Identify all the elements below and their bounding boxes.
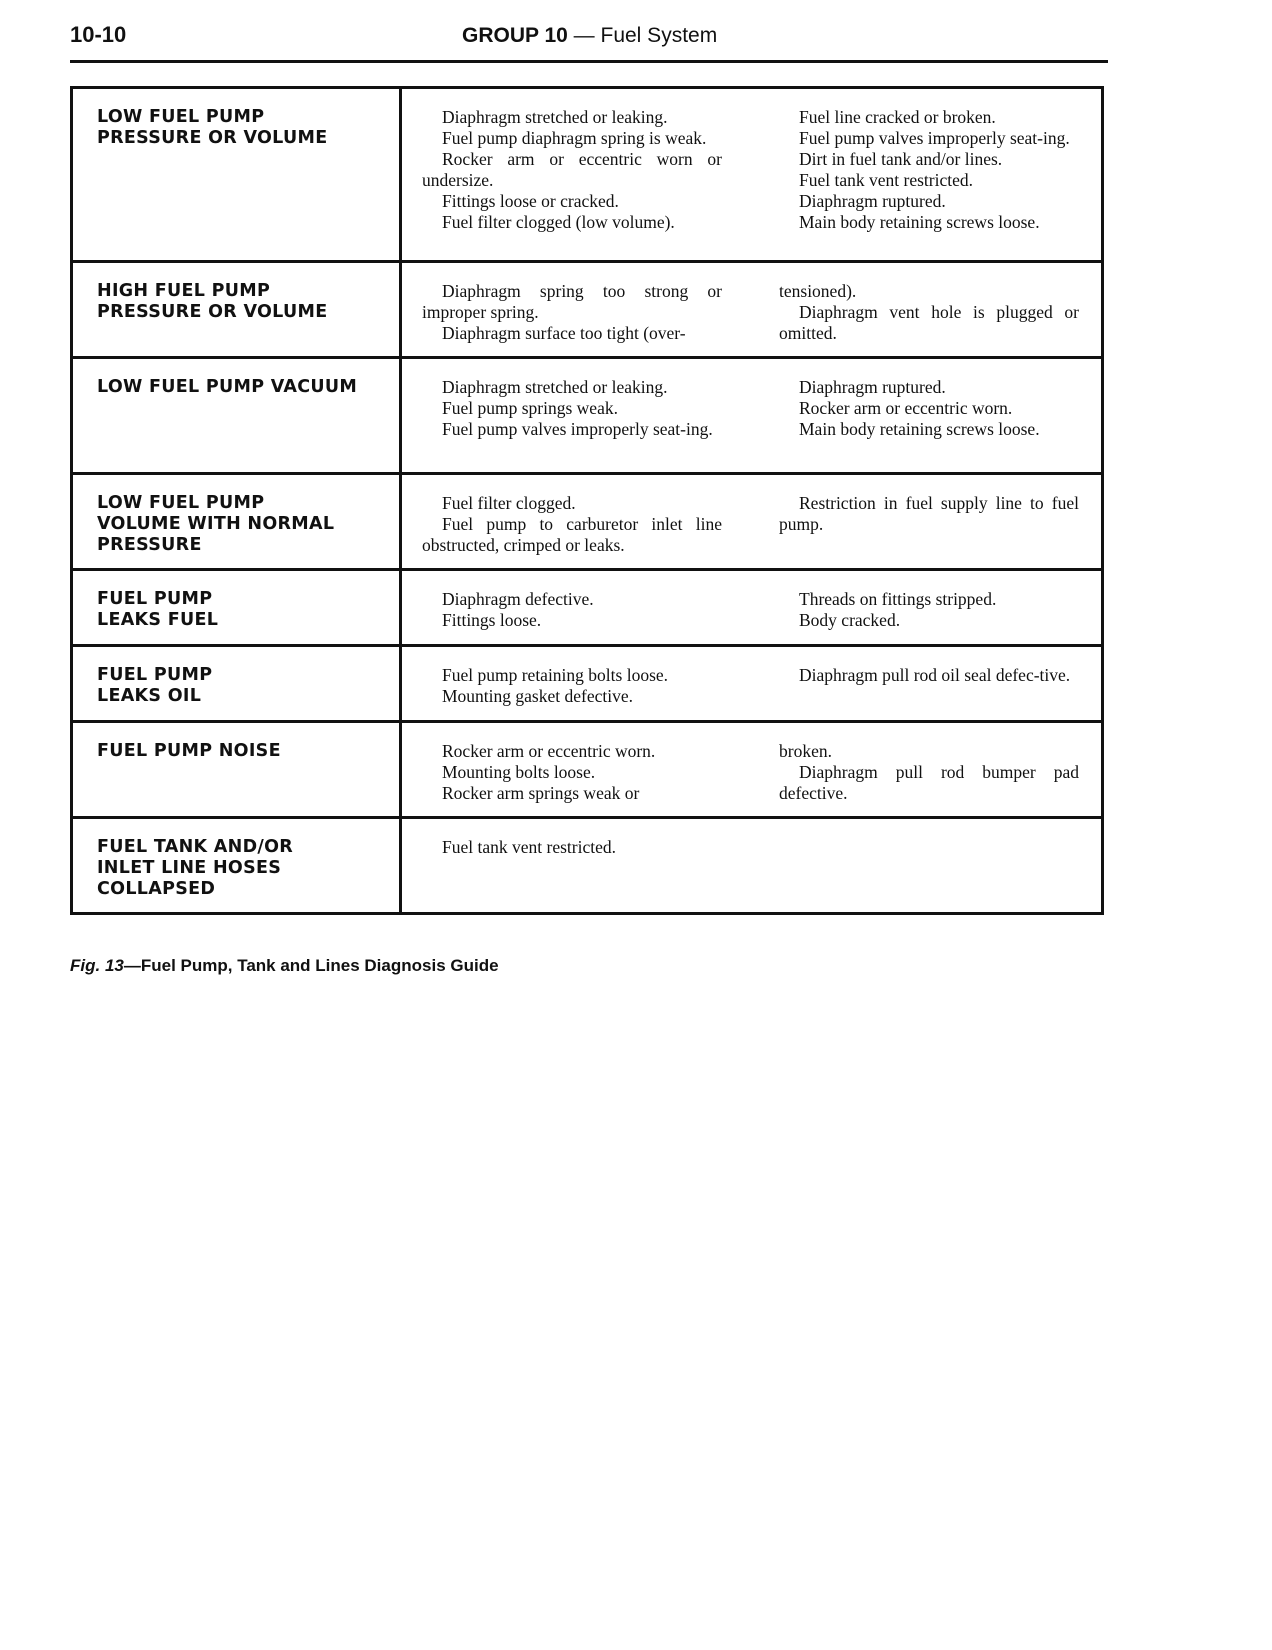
figure-caption <box>70 956 499 976</box>
condition-cell <box>72 358 401 474</box>
condition-line: PRESSURE OR VOLUME <box>97 128 328 148</box>
condition-cell <box>72 262 401 358</box>
cause-item: Mounting gasket defective. <box>442 686 633 706</box>
cause-item: Mounting bolts loose. <box>442 762 596 782</box>
causes-column-left <box>422 741 722 804</box>
cause-item: Diaphragm ruptured. <box>799 377 946 397</box>
causes-cell <box>401 646 1103 722</box>
condition-line: LEAKS OIL <box>97 686 202 706</box>
cause-item: Rocker arm or eccentric worn. <box>799 398 1013 418</box>
causes-column-left <box>422 377 722 440</box>
causes-column-left <box>422 107 722 233</box>
group-label: GROUP 10 <box>462 24 568 47</box>
cause-item: Restriction in fuel supply line to fuel pump. <box>779 493 1079 534</box>
condition-line: VOLUME WITH NORMAL <box>97 514 335 534</box>
condition-line: INLET LINE HOSES <box>97 858 282 878</box>
causes-cell <box>401 358 1103 474</box>
condition-line: PRESSURE <box>97 535 202 555</box>
cause-item: Fuel pump diaphragm spring is weak. <box>442 128 707 148</box>
causes-cell <box>401 474 1103 570</box>
causes-cell <box>401 262 1103 358</box>
table-row <box>72 570 1103 646</box>
cause-item: Fuel pump to carburetor inlet line obstructed, crimped or leaks. <box>422 514 722 555</box>
cause-item: Diaphragm pull rod bumper pad defective. <box>779 762 1079 803</box>
condition-line: FUEL PUMP NOISE <box>97 741 281 761</box>
causes-column-right <box>779 493 1079 556</box>
condition-cell <box>72 818 401 914</box>
diagnosis-table-body <box>72 88 1103 914</box>
condition-line: LOW FUEL PUMP <box>97 107 265 127</box>
cause-item: Fuel pump springs weak. <box>442 398 618 418</box>
condition-cell <box>72 570 401 646</box>
causes-column-left <box>422 837 722 858</box>
cause-item: Fuel filter clogged (low volume). <box>442 212 675 232</box>
condition-cell <box>72 474 401 570</box>
page-number: 10-10 <box>70 22 127 47</box>
cause-item: Diaphragm defective. <box>442 589 594 609</box>
table-row <box>72 358 1103 474</box>
causes-column-right <box>779 281 1079 344</box>
causes-cell <box>401 570 1103 646</box>
cause-item: Diaphragm stretched or leaking. <box>442 107 668 127</box>
cause-item: Threads on fittings stripped. <box>799 589 997 609</box>
group-title <box>462 24 717 48</box>
diagnosis-table <box>70 86 1104 915</box>
cause-item: Diaphragm vent hole is plugged or omitted. <box>779 302 1079 343</box>
causes-cell <box>401 88 1103 262</box>
condition-line: FUEL PUMP <box>97 589 213 609</box>
section-name: Fuel System <box>600 24 718 47</box>
cause-item: Rocker arm or eccentric worn. <box>442 741 656 761</box>
causes-column-right <box>779 741 1079 804</box>
causes-column-left <box>422 493 722 556</box>
cause-item: Rocker arm or eccentric worn or undersize. <box>422 149 722 190</box>
table-row <box>72 722 1103 818</box>
cause-item: Fittings loose. <box>442 610 542 630</box>
cause-item: Main body retaining screws loose. <box>799 212 1040 232</box>
condition-line: HIGH FUEL PUMP <box>97 281 271 301</box>
causes-column-left <box>422 665 722 707</box>
condition-line: FUEL TANK AND/OR <box>97 837 294 857</box>
table-row <box>72 474 1103 570</box>
cause-item: Diaphragm pull rod oil seal defec-tive. <box>799 665 1071 685</box>
condition-line: COLLAPSED <box>97 879 216 899</box>
causes-column-right <box>779 377 1079 440</box>
causes-cell <box>401 818 1103 914</box>
table-row <box>72 646 1103 722</box>
condition-line: PRESSURE OR VOLUME <box>97 302 328 322</box>
causes-column-right <box>779 589 1079 631</box>
cause-item: Fuel pump valves improperly seat-ing. <box>799 128 1070 148</box>
figure-number: Fig. 13 <box>70 956 124 975</box>
causes-column-right <box>779 107 1079 233</box>
condition-line: LOW FUEL PUMP <box>97 493 265 513</box>
cause-item: Diaphragm surface too tight (over- <box>442 323 686 343</box>
title-dash: — <box>567 24 601 47</box>
cause-item: Diaphragm spring too strong or improper spring. <box>422 281 722 322</box>
causes-cell <box>401 722 1103 818</box>
causes-column-right <box>779 665 1079 707</box>
table-row <box>72 818 1103 914</box>
table-row <box>72 262 1103 358</box>
causes-column-left <box>422 589 722 631</box>
cause-item: Fuel tank vent restricted. <box>799 170 973 190</box>
cause-item: Rocker arm springs weak or <box>442 783 640 803</box>
cause-item: broken. <box>779 741 832 761</box>
cause-item: Dirt in fuel tank and/or lines. <box>799 149 1003 169</box>
cause-item: tensioned). <box>779 281 857 301</box>
condition-line: LOW FUEL PUMP VACUUM <box>97 377 358 397</box>
cause-item: Body cracked. <box>799 610 901 630</box>
condition-line: FUEL PUMP <box>97 665 213 685</box>
condition-cell <box>72 88 401 262</box>
cause-item: Fittings loose or cracked. <box>442 191 619 211</box>
condition-cell <box>72 722 401 818</box>
cause-item: Fuel line cracked or broken. <box>799 107 996 127</box>
causes-column-left <box>422 281 722 344</box>
cause-item: Diaphragm stretched or leaking. <box>442 377 668 397</box>
figure-title: —Fuel Pump, Tank and Lines Diagnosis Guide <box>123 956 499 975</box>
cause-item: Fuel pump retaining bolts loose. <box>442 665 669 685</box>
cause-item: Main body retaining screws loose. <box>799 419 1040 439</box>
table-row <box>72 88 1103 262</box>
causes-column-right <box>779 837 1079 858</box>
cause-item: Fuel pump valves improperly seat-ing. <box>442 419 713 439</box>
condition-cell <box>72 646 401 722</box>
condition-line: LEAKS FUEL <box>97 610 219 630</box>
page-header <box>70 20 1108 63</box>
cause-item: Diaphragm ruptured. <box>799 191 946 211</box>
cause-item: Fuel tank vent restricted. <box>442 837 616 857</box>
cause-item: Fuel filter clogged. <box>442 493 576 513</box>
